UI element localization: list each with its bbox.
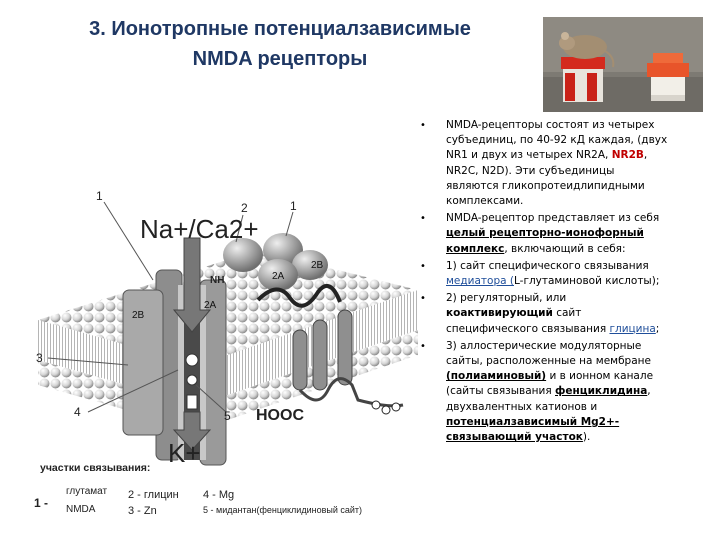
callout-1a: 1 <box>96 189 103 203</box>
bullet-item-3 <box>418 259 710 289</box>
bullet-item-4 <box>418 291 710 337</box>
bullet-text <box>446 369 710 384</box>
bullet-text: субъединиц, по 40-92 кД каждая, (двух <box>446 134 668 147</box>
legend-item5: 5 - мидантан(фенциклидиновый сайт) <box>203 505 363 515</box>
bullet-text-part: , <box>647 385 651 398</box>
bullet-text: двухвалентных катионов и <box>446 400 598 413</box>
nmda-receptor-diagram <box>28 180 428 530</box>
subunit-2a-label: 2A <box>272 271 285 282</box>
bullet-text-part: сайт <box>552 307 582 320</box>
callout-5: 5 <box>224 409 231 423</box>
bullet-dot-icon: • <box>420 260 426 272</box>
bullet-text <box>446 322 710 337</box>
nr2b-highlight: NR2B <box>611 149 644 162</box>
bullet-text: NR2C, N2D). Эти субъединицы <box>446 164 615 177</box>
bullet-text: NMDA-рецептор представляет из себя <box>446 212 660 225</box>
bullet-item-2 <box>418 211 710 257</box>
bullet-text-emphasis: целый рецепторно-ионофорный <box>446 227 644 240</box>
bullet-dot-icon: • <box>420 120 426 131</box>
bullet-text: являются гликопротеидлипидными <box>446 179 645 192</box>
callout-3: 3 <box>36 351 43 365</box>
bullet-text-part: ; <box>655 322 660 335</box>
bullet-text: сайты, расположенные на мембране <box>446 355 651 368</box>
legend-item2: 2 - глицин <box>128 489 179 501</box>
bullet-text-emphasis: связывающий участок <box>446 431 583 444</box>
bullet-text-part: ). <box>582 431 591 444</box>
bullet-text-part: (сайты связывания <box>446 385 555 398</box>
legend-heading: участки связывания: <box>40 462 151 474</box>
callout-1b: 1 <box>290 199 297 213</box>
legend-item1-line2: NMDA <box>66 504 96 515</box>
bullet-text <box>446 148 710 163</box>
bullet-text-part: NR1 и двух из четырех NR2A, <box>446 149 612 162</box>
bullet-text <box>446 274 710 289</box>
subunit-2b-label: 2B <box>311 260 324 271</box>
ion-bottom-label: K+ <box>168 438 201 468</box>
legend-item3: 3 - Zn <box>128 505 157 517</box>
bullet-text-emphasis: комплекс <box>446 242 505 255</box>
bullet-text-part: специфического связывания <box>446 322 610 335</box>
bullet-text: комплексами. <box>446 195 524 208</box>
legend-item4: 4 - Mg <box>203 489 235 501</box>
bullet-text: 3) аллостерические модуляторные <box>446 339 642 352</box>
bullet-item-5 <box>418 339 710 445</box>
subunit-2b-left-label: 2B <box>132 310 145 321</box>
bullet-text-part: L-глутаминовой кислоты); <box>513 275 660 288</box>
bullet-item-1 <box>418 118 710 209</box>
glycine-link[interactable]: глицина <box>609 322 656 335</box>
bullet-text-emphasis: фенциклидина <box>555 385 648 398</box>
bullet-text-part: , включающий в себя: <box>504 242 626 255</box>
bullet-dot-icon: • <box>420 293 426 305</box>
bullet-text <box>446 306 710 321</box>
bullet-text <box>446 242 710 257</box>
subunit-2a-left-label: 2A <box>204 300 217 311</box>
bullet-text: NMDA-рецепторы состоят из четырех <box>446 119 655 131</box>
ion-top-label: Na+/Ca2+ <box>140 214 259 244</box>
bullet-text <box>446 430 710 445</box>
bullet-text: 2) регуляторный, или <box>446 292 567 305</box>
mouse-platform-photo <box>543 17 703 112</box>
bullet-dot-icon: • <box>420 340 426 352</box>
bullet-text-emphasis: потенциалзависимый Mg2+- <box>446 415 620 428</box>
slide-title <box>30 14 530 74</box>
nmda-description-list <box>418 118 710 445</box>
nh-label: NH <box>210 275 225 286</box>
bullet-text-part: и в ионном канале <box>546 370 654 383</box>
bullet-text-part: , <box>643 149 648 162</box>
bullet-text <box>446 384 710 399</box>
mediator-link[interactable]: медиатора ( <box>446 275 514 288</box>
bullet-text-emphasis: коактивирующий <box>446 307 553 320</box>
legend-item1-num: 1 - <box>34 496 49 510</box>
legend-item1-line1: глутамат <box>66 486 108 497</box>
slide-title-line1: 3. Ионотропные потенциалзависимые <box>89 18 471 40</box>
bullet-text-emphasis: (полиаминовый) <box>446 370 547 383</box>
bullet-dot-icon: • <box>420 213 426 225</box>
callout-4: 4 <box>74 405 81 419</box>
slide-title-line2: NMDA рецепторы <box>192 48 368 70</box>
cooh-label: HOOC <box>256 407 304 424</box>
callout-2: 2 <box>241 201 248 215</box>
bullet-text: 1) сайт специфического связывания <box>446 259 649 272</box>
